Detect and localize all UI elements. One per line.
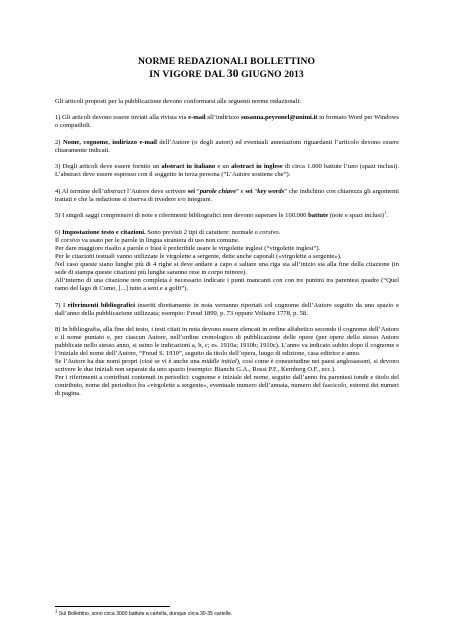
rule-6: 6) Impostazione testo e citazioni. Sono previsti 2 tipi di carattere: normale e corsivo. Il corsivo va usato per le parole in lingua straniera di uso non comune. Per dare maggiore risalto a parole o frasi è preferibile usare le virgolette inglesi (“virgolette inglesi”). Per le citazioni testuali vanno utilizzate le virgolette a sergente, dette anche caporali («virgolette a sergente»). Nel caso queste siano lunghe più di 4 righe si deve andare a capo e saltare una riga sia all’inizio sia alla fine della citazione (in sede di stampa queste citazioni più lunghe saranno rese in corpo minore). All’interno di una citazione non completa è necessario indicare i punti mancanti con con tre puntini tra parentesi quadre (“Quel ramo del lago di Como, [...] tutto a seni e a golfi”). <box>55 228 399 293</box>
footnote-ref: 1 <box>384 210 387 216</box>
rule-4: 4) Al termine dell’abstract l’Autore deve scrivere sei “parole chiave” e sei “key words” che indichino con chiarezza gli argomenti trattati e che la redazione si riserva di rivedere e/o integrare. <box>55 187 399 203</box>
intro-paragraph: Gli articoli proposti per la pubblicazione devono conformarsi alle seguenti norme redazionali: <box>55 98 301 105</box>
rule-3: 3) Degli articoli deve essere fornito un abstract in italiano e un abstract in inglese di circa 1.000 battute l’uno (spazi inclusi). L’abstract deve essere espresso con il soggetto in terza persona (“L’Autore sostiene che”). <box>55 163 399 179</box>
document-body <box>55 98 399 398</box>
rule-7: 7) I riferimenti bibliografici inseriti direttamente in nota verranno riportati col cognome dell’Autore seguito da uno spazio e dall’anno della pubblicazione utilizzata; esempio: Freud 1899, p. 73 oppure Voltaire 1778, p. 58. <box>55 301 399 317</box>
rule-2: 2) Nome, cognome, indirizzo e-mail dell’Autore (o degli autori) ed eventuali annotazioni riguardanti l’articolo devono essere chiaramente indicati. <box>55 138 400 154</box>
rule-5: 5) I singoli saggi comprensivi di note e riferimenti bibliografici non devono superare le 100.000 battute (note e spazi inclusi)$^1$. <box>55 210 388 220</box>
email-address: susanna.peyronel@unimi.it <box>240 114 318 122</box>
page-subtitle: IN VIGORE DAL 30 GIUGNO 2013 <box>149 68 304 80</box>
footnote-divider <box>55 606 170 607</box>
footnote: $^1$ Sul Bollettino, sono circa 3000 battute a cartella, dunque circa 30-35 cartelle. <box>55 608 233 617</box>
rule-1: 1) Gli articoli devono essere inviati alla rivista via e-mail all’indirizzo susanna.peyronel@unimi.it in formato Word per Windows o compatibili. <box>55 114 399 130</box>
rule-8: 8) In bibliografia, alla fine del testo, i testi citati in nota devono essere elencati in ordine alfabetico secondo il cognome dell’Autore e il nome puntato e, per ciascun Autore, nell’ordine cronologico di pubblicazione delle opere (per opere dello stesso Autore pubblicate nello stesso anno, si usino le indicazioni a, b, c; es. 1910a; 1910b; 1910c). L’anno va indicato subito dopo il cognome e l’iniziale del nome dell’Autore, “Freud S. 1910”, seguito da titolo dell’opera, luogo di edizione, casa editrice e anno. Se l’Autore ha due nomi propri (cioè se vi è anche una middle initial), così come è consuetudine nei paesi anglosassoni, si devono scrivere le due iniziali non separate da uno spazio (esempio: Bianchi G.A., Rossi P.F., Kernberg O.F., ecc.). Per i riferimenti a contributi contenuti in periodici: cognome e iniziale del nome, seguito dall’anno fra parentesi tonde e titolo del contributo, nome del periodico fra «virgolette a sergente», eventuale numero dell’annata, numero del fascicolo, estremi dei numeri di pagina. <box>55 326 399 398</box>
page-title: NORME REDAZIONALI BOLLETTINO <box>137 56 316 67</box>
